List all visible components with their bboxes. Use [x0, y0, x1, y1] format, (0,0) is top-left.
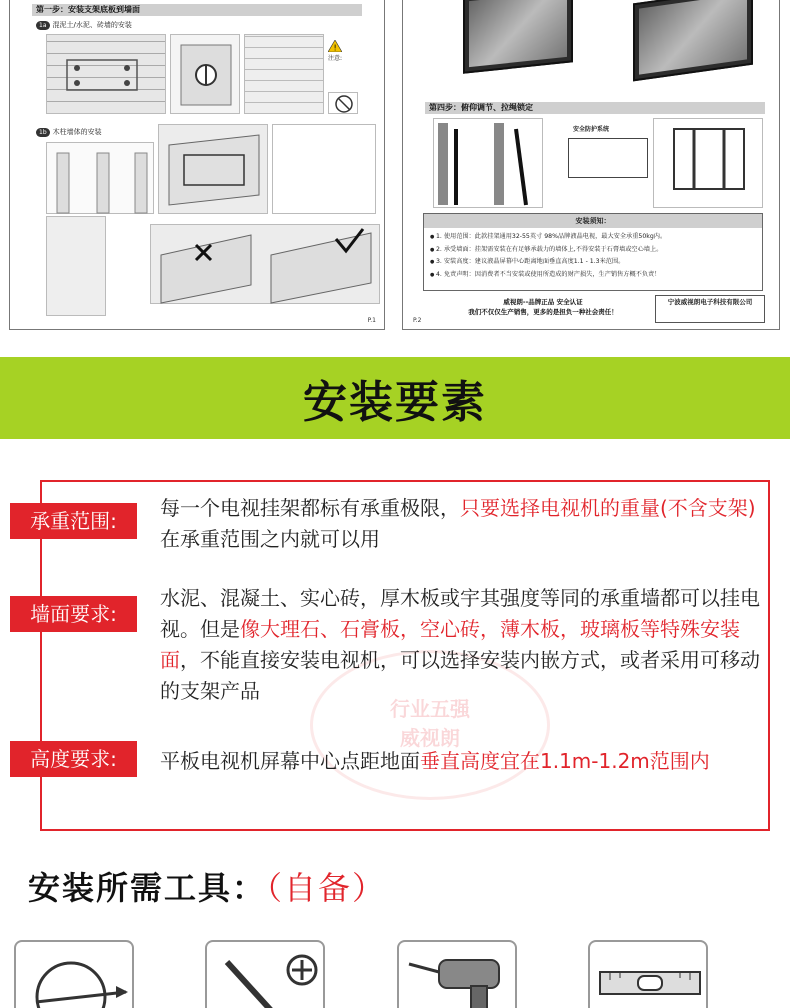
requirement-text-segment: 水泥、混凝土、实心砖，厚木板或宇其强度等同的承重墙都可以挂电视。但是 [160, 586, 760, 641]
warning-icon [328, 40, 342, 52]
tape-measure-icon [16, 942, 134, 1008]
caution-label: 注意: [328, 55, 343, 62]
requirement-text-segment: 在承重范围之内就可以用 [160, 527, 380, 551]
section-1a-label: 混泥土/水泥、砖墙的安装 [52, 21, 132, 29]
brand-slogan-2: 我们不仅仅生产销售，更多的是担负一种社会责任！ [468, 308, 618, 316]
section-1b-badge: 1b [36, 128, 50, 137]
no-symbol-figure [328, 92, 358, 114]
requirement-text-load [160, 493, 770, 555]
wall-plate-drawing [47, 35, 167, 115]
tilt-adjust-drawing [434, 119, 544, 209]
requirement-text-height [160, 746, 770, 777]
banner-title: 安装要素 [303, 377, 487, 428]
install-note-item: ● 2. 承受墙面：挂架需安装在有足够承载力的墙体上,不得安装于石膏墙或空心墙上。 [430, 244, 756, 257]
screwdriver-icon [207, 942, 325, 1008]
plate-on-studs-figure [158, 124, 268, 214]
tools-needed-figure [272, 124, 376, 214]
page-number-2: P.2 [413, 317, 422, 324]
tv-illustration-left [463, 0, 573, 74]
drill-hole-figure [170, 34, 240, 114]
requirement-text-wall [160, 583, 770, 707]
section-1b-label: 木柱墙体的安装 [52, 128, 102, 136]
tools-title-text: 安装所需工具： [28, 869, 267, 907]
bracket-drawing-figure [653, 118, 763, 208]
install-note-item: ● 1. 使用范围：此款挂架通用32-55英寸 98%品牌液晶电视，最大安全承重50kg内。 [430, 231, 756, 244]
stud-finder-figure [46, 216, 106, 316]
tool-card-level [588, 940, 708, 1008]
tool-card-drill [397, 940, 517, 1008]
requirement-tag-height: 高度要求: [10, 741, 137, 777]
page-number-1: P.1 [367, 317, 376, 324]
safety-system-label: 安全防护系统 [573, 126, 610, 133]
plate-on-studs-drawing [159, 125, 269, 215]
brick-wall-figure [46, 34, 166, 114]
watermark-line-2: 威视朗 [400, 726, 460, 750]
safety-note-box [568, 138, 648, 178]
requirement-tag-load: 承重范围: [10, 503, 137, 539]
company-name: 宁波威视朗电子科技有限公司 [667, 298, 753, 306]
wood-stud-wall-figure [46, 142, 154, 214]
tools-title-note: （自备） [266, 869, 387, 907]
requirement-tag-wall: 墙面要求: [10, 596, 137, 632]
install-note-item: ● 3. 安装高度：建议液晶屏幕中心距离地面垂直高度1.1 - 1.3米范围。 [430, 256, 756, 269]
manual-page-2 [402, 0, 780, 330]
correct-incorrect-drawing [151, 225, 381, 305]
company-info-box [655, 295, 765, 323]
brand-slogan-1: 威视朗--品牌正品 安全认证 [503, 298, 583, 306]
step-four-title: 第四步：俯仰调节、拉绳锁定 [425, 102, 765, 114]
bracket-drawing [654, 119, 764, 209]
manual-scan [0, 0, 790, 345]
watermark-line-1: 行业五强 [390, 697, 470, 721]
requirement-text-segment: ，不能直接安装电视机，可以选择安装内嵌方式，或者采用可移动的支架产品 [160, 648, 760, 703]
prohibited-icon [329, 93, 359, 115]
tools-title [28, 863, 386, 909]
svg-text:!: ! [333, 43, 337, 52]
install-notes-box [423, 213, 763, 291]
section-1a-badge: 1a [36, 21, 50, 30]
drill-icon [399, 942, 517, 1008]
correct-incorrect-figure [150, 224, 380, 304]
section-banner [0, 357, 790, 439]
manual-page-1 [9, 0, 385, 330]
requirement-text-highlight: 像大理石、石膏板，空心砖，薄木板，玻璃板等特殊安装面 [160, 617, 740, 672]
tv-illustration-right [633, 0, 753, 81]
section-1a-title [36, 20, 132, 30]
tool-card-tape-measure [14, 940, 134, 1008]
tilt-adjust-figure [433, 118, 543, 208]
install-notes-list [424, 228, 762, 284]
install-notes-title: 安装须知： [424, 214, 762, 228]
requirement-text-highlight: 垂直高度宜在1.1m-1.2m范围内 [420, 749, 710, 773]
level-icon [590, 942, 708, 1008]
install-note-item: ● 4. 免责声明：因消费者不当安装或使用所造成的财产损失，生产销售方概不负责！ [430, 269, 756, 282]
requirement-text-highlight: 只要选择电视机的重量(不含支架) [460, 496, 756, 520]
mounted-plate-figure [244, 34, 324, 114]
section-1b-title [36, 127, 102, 137]
tool-card-screwdriver [205, 940, 325, 1008]
drill-hole-icon [171, 35, 241, 115]
step-one-title: 第一步：安装支架底板到墙面 [32, 4, 362, 16]
requirement-text-segment: 平板电视机屏幕中心点距地面 [160, 749, 420, 773]
requirement-text-segment: 每一个电视挂架都标有承重极限， [160, 496, 460, 520]
caution-note-1a [328, 40, 380, 63]
wood-stud-drawing [47, 143, 155, 215]
